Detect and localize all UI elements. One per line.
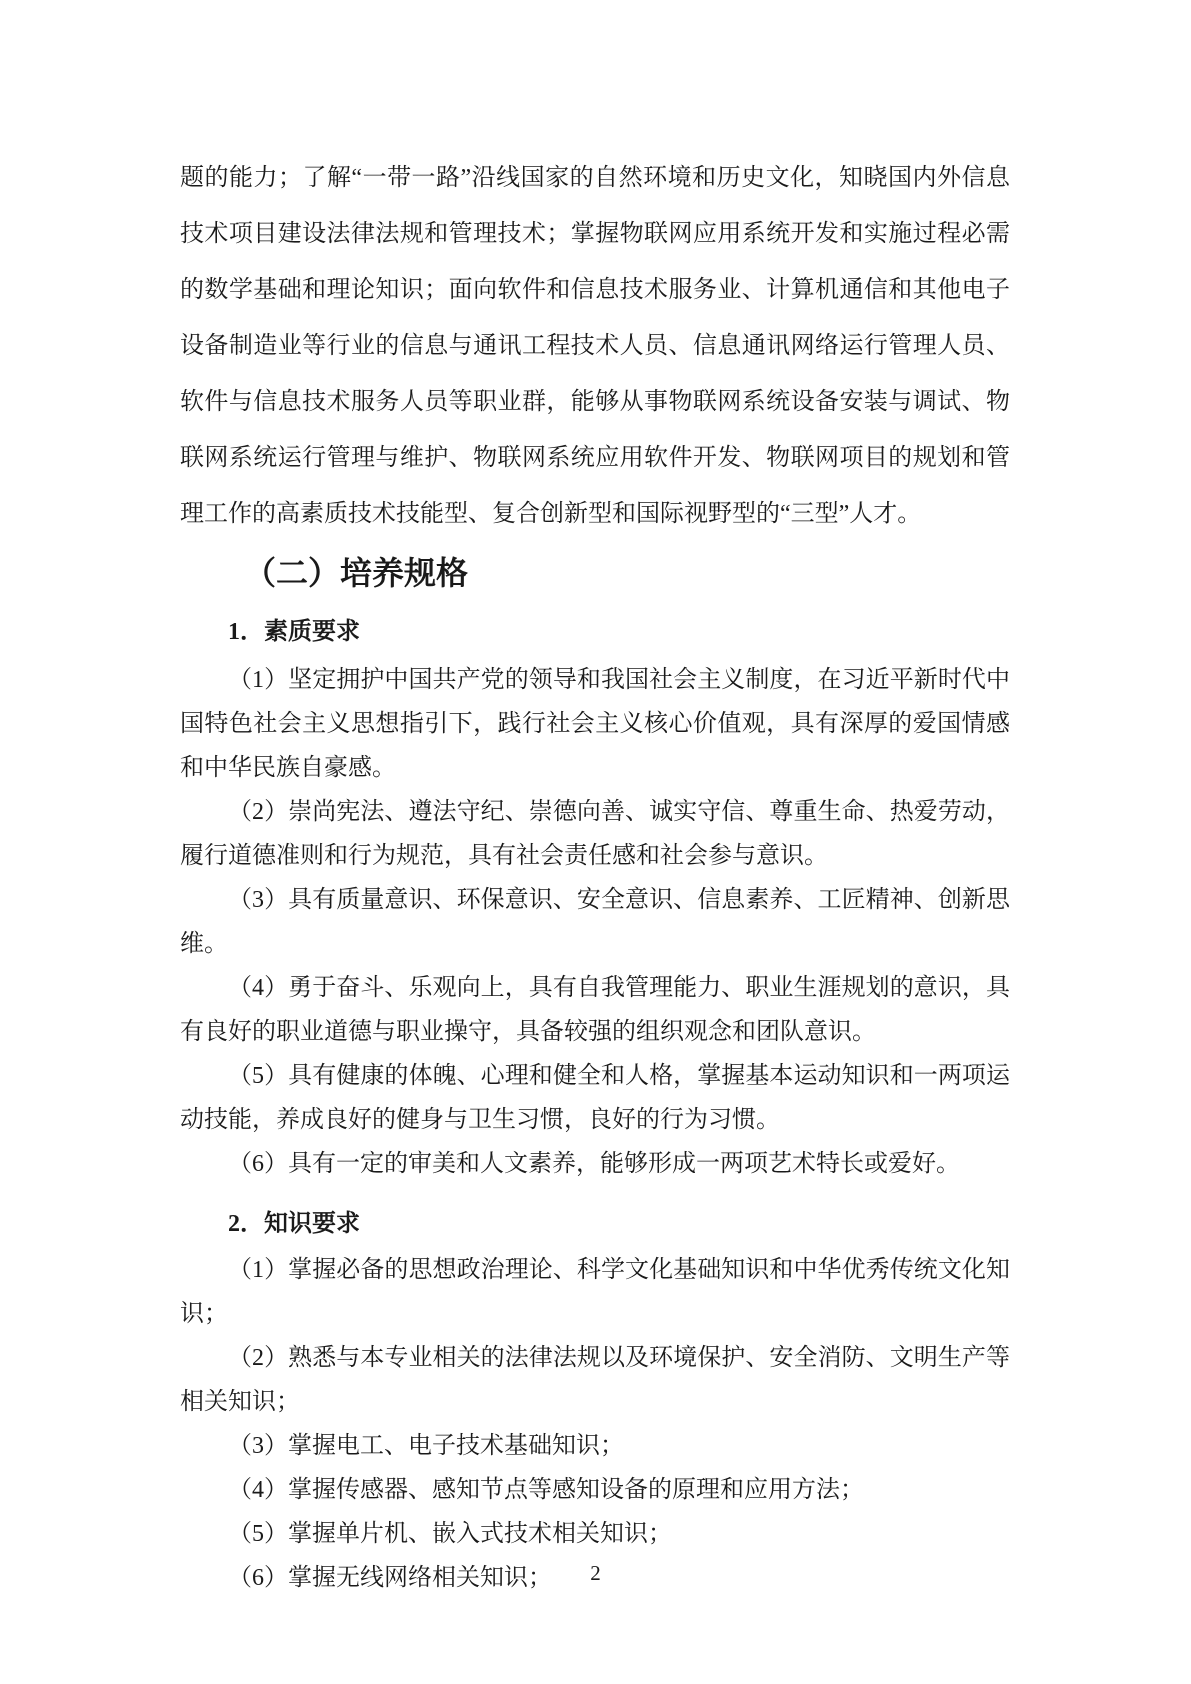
subsection-knowledge-items: [180, 1248, 1010, 1600]
subsection-knowledge-heading: 2．知识要求: [228, 1211, 360, 1237]
page-content: [180, 150, 1010, 1600]
quality-item-2: （2）崇尚宪法、遵法守纪、崇德向善、诚实守信、尊重生命、热爱劳动，履行道德准则和行为规范，具有社会责任感和社会参与意识。: [180, 799, 1010, 869]
subsection-quality-items: [180, 658, 1010, 1186]
knowledge-item-5: （5）掌握单片机、嵌入式技术相关知识；: [228, 1521, 672, 1547]
knowledge-item-4: （4）掌握传感器、感知节点等感知设备的原理和应用方法；: [228, 1477, 864, 1503]
page-number: 2: [590, 1561, 601, 1585]
knowledge-item-6: （6）掌握无线网络相关知识；: [228, 1565, 552, 1591]
quality-item-5: （5）具有健康的体魄、心理和健全和人格，掌握基本运动知识和一两项运动技能，养成良好的健身与卫生习惯，良好的行为习惯。: [180, 1063, 1010, 1133]
quality-item-6: （6）具有一定的审美和人文素养，能够形成一两项艺术特长或爱好。: [228, 1151, 960, 1177]
quality-item-4: （4）勇于奋斗、乐观向上，具有自我管理能力、职业生涯规划的意识，具有良好的职业道德与职业操守，具备较强的组织观念和团队意识。: [180, 975, 1010, 1045]
section-heading: （二）培养规格: [244, 555, 469, 591]
quality-item-3: （3）具有质量意识、环保意识、安全意识、信息素养、工匠精神、创新思维。: [180, 887, 1010, 957]
quality-item-1: （1）坚定拥护中国共产党的领导和我国社会主义制度，在习近平新时代中国特色社会主义思想指引下，践行社会主义核心价值观，具有深厚的爱国情感和中华民族自豪感。: [180, 667, 1010, 781]
intro-paragraph: 题的能力；了解“一带一路”沿线国家的自然环境和历史文化，知晓国内外信息技术项目建设法律法规和管理技术；掌握物联网应用系统开发和实施过程必需的数学基础和理论知识；面向软件和信息技术服务业、计算机通信和其他电子设备制造业等行业的信息与通讯工程技术人员、信息通讯网络运行管理人员、软件与信息技术服务人员等职业群，能够从事物联网系统设备安装与调试、物联网系统运行管理与维护、物联网系统应用软件开发、物联网项目的规划和管理工作的高素质技术技能型、复合创新型和国际视野型的“三型”人才。: [180, 165, 1010, 527]
knowledge-item-1: （1）掌握必备的思想政治理论、科学文化基础知识和中华优秀传统文化知识；: [180, 1257, 1010, 1327]
subsection-quality-heading: 1．素质要求: [228, 619, 360, 645]
knowledge-item-2: （2）熟悉与本专业相关的法律法规以及环境保护、安全消防、文明生产等相关知识；: [180, 1345, 1010, 1415]
knowledge-item-3: （3）掌握电工、电子技术基础知识；: [228, 1433, 624, 1459]
